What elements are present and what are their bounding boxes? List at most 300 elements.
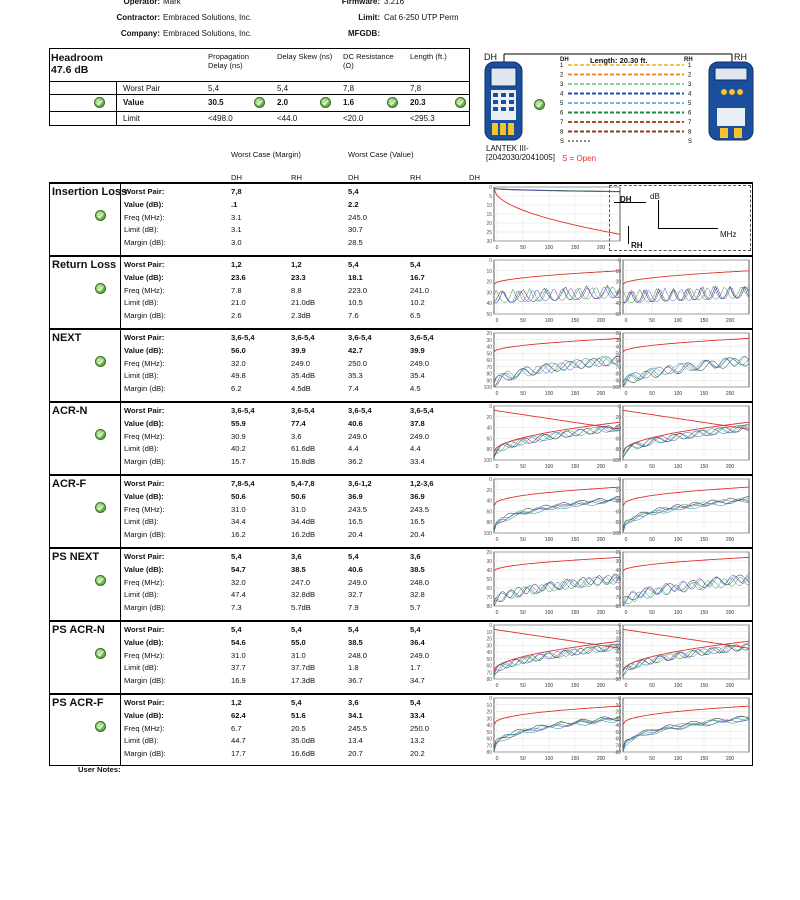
cell-vdh: 1.8 xyxy=(348,663,359,673)
y-tick-label: 20 xyxy=(615,331,621,337)
wiremap-pin-dh: 2 xyxy=(560,72,564,79)
y-tick-label: 70 xyxy=(615,595,621,601)
cell-mdh: 37.7 xyxy=(231,663,246,673)
x-tick-label: 150 xyxy=(699,391,709,397)
cell-mdh: 5,4 xyxy=(231,552,242,561)
acrf-graph-rh xyxy=(609,477,751,543)
cell-vrh: 5,4 xyxy=(410,625,421,634)
cell-mrh: 20.5 xyxy=(291,723,306,733)
y-tick-label: 20 xyxy=(615,550,621,556)
y-tick-label: 30 xyxy=(486,239,492,245)
cell-vrh: 243.5 xyxy=(410,504,430,514)
rl-graph-dh xyxy=(480,258,622,324)
cell-vdh: 248.0 xyxy=(348,650,368,660)
wiremap-pin-dh: 4 xyxy=(560,91,564,98)
y-tick-label: 20 xyxy=(486,487,492,494)
cell-vdh: 2.2 xyxy=(348,199,359,209)
cell-vrh: 20.4 xyxy=(410,530,425,540)
cell-vrh: 35.4 xyxy=(410,371,425,381)
y-tick-label: 30 xyxy=(615,290,621,297)
cell-vrh: 36.4 xyxy=(410,637,425,647)
y-tick-label: 60 xyxy=(486,586,492,592)
y-tick-label: 40 xyxy=(486,301,492,308)
x-tick-label: 150 xyxy=(699,464,709,470)
x-tick-label: 200 xyxy=(596,537,606,543)
cell-mrh: 38.5 xyxy=(291,564,306,574)
y-tick-label: 30 xyxy=(486,643,492,650)
wiremap-pin-rh: 2 xyxy=(688,72,692,79)
y-tick-label: 40 xyxy=(615,498,621,505)
y-tick-label: 10 xyxy=(486,702,492,709)
cell-vdh: 245.5 xyxy=(348,723,368,733)
row-label: Freq (MHz): xyxy=(124,358,165,368)
row-label: Worst Pair: xyxy=(124,260,165,269)
y-tick-label: 10 xyxy=(486,203,492,209)
x-tick-label: 200 xyxy=(725,318,735,324)
cell-mrh: 5,4-7,8 xyxy=(291,479,315,488)
y-tick-label: 50 xyxy=(486,312,492,318)
cell-vrh: 250.0 xyxy=(410,723,430,733)
row-label: Margin (dB): xyxy=(124,676,166,686)
x-tick-label: 50 xyxy=(520,610,526,616)
pass-check-icon xyxy=(95,648,106,659)
device-name: LANTEK III- xyxy=(486,144,529,153)
cell-vdh: 13.4 xyxy=(348,736,363,746)
y-tick-label: 30 xyxy=(486,337,492,344)
cell-vdh: 28.5 xyxy=(348,238,363,248)
cell-mrh: 23.3 xyxy=(291,272,306,282)
cell-mrh: 2.3dB xyxy=(291,311,311,321)
y-tick-label: 40 xyxy=(486,568,492,574)
cell-vdh: 20.7 xyxy=(348,749,363,759)
section-title: ACR-N xyxy=(52,405,88,417)
psnext-graph-rh xyxy=(609,550,751,616)
row-label: Limit (dB): xyxy=(124,736,159,746)
row-label: Value (dB): xyxy=(124,710,164,720)
y-tick-label: 0 xyxy=(489,696,492,702)
y-tick-label: 70 xyxy=(486,743,492,750)
wiremap-rh-small: RH xyxy=(684,57,693,63)
row-label: Value (dB): xyxy=(124,345,164,355)
cell-vdh: 245.0 xyxy=(348,212,368,222)
cell-vdh: 36.7 xyxy=(348,676,363,686)
section-divider xyxy=(120,620,121,693)
x-tick-label: 100 xyxy=(544,391,554,397)
cell-mdh: 40.2 xyxy=(231,444,246,454)
hr-cell: 7,8 xyxy=(410,84,422,93)
wiremap-pin-rh: 4 xyxy=(688,91,692,98)
row-label: Worst Pair: xyxy=(124,552,165,561)
cell-mrh: 34.4dB xyxy=(291,517,316,527)
legend-arrow xyxy=(628,226,629,244)
cell-mrh: 51.6 xyxy=(291,710,306,720)
x-tick-label: 150 xyxy=(570,756,580,762)
cell-vdh: 10.5 xyxy=(348,298,363,308)
legend-mhz: MHz xyxy=(720,230,737,239)
y-tick-label: 0 xyxy=(489,258,492,264)
y-tick-label: 80 xyxy=(486,520,492,527)
cell-mdh: 5,4 xyxy=(231,625,242,634)
cell-vrh: 1.7 xyxy=(410,663,421,673)
cell-mrh: 1,2 xyxy=(291,260,302,269)
psacrf-graph-dh xyxy=(480,696,622,762)
value-header: Worst Case (Value) xyxy=(348,150,414,159)
next-graph-dh xyxy=(480,331,622,397)
cell-vrh: 16.7 xyxy=(410,272,425,282)
y-tick-label: 80 xyxy=(486,604,492,610)
wiremap-pin-rh: 1 xyxy=(688,63,692,69)
row-label: Freq (MHz): xyxy=(124,212,165,222)
row-label: Value (dB): xyxy=(124,564,164,574)
section-divider xyxy=(120,547,121,620)
y-tick-label: 40 xyxy=(486,344,492,351)
legend-db: dB xyxy=(650,192,660,201)
x-tick-label: 100 xyxy=(544,683,554,689)
y-tick-label: 20 xyxy=(615,414,621,421)
x-tick-label: 100 xyxy=(673,756,683,762)
y-tick-label: 50 xyxy=(615,351,621,358)
section-title: PS ACR-N xyxy=(52,624,105,636)
x-tick-label: 0 xyxy=(495,537,499,543)
x-tick-label: 100 xyxy=(673,683,683,689)
cell-vdh: 5,4 xyxy=(348,260,359,269)
cell-vdh: 38.5 xyxy=(348,637,363,647)
contractor-value: Embraced Solutions, Inc. xyxy=(163,13,252,22)
y-tick-label: 70 xyxy=(615,364,621,371)
y-tick-label: 80 xyxy=(615,750,621,756)
x-tick-label: 200 xyxy=(596,756,606,762)
cell-mdh: 32.0 xyxy=(231,577,246,587)
row-label: Freq (MHz): xyxy=(124,431,165,441)
section-title: PS ACR-F xyxy=(52,697,104,709)
cell-mdh: 56.0 xyxy=(231,345,246,355)
operator-label: Operator: xyxy=(123,0,160,6)
y-tick-label: 100 xyxy=(483,531,492,537)
row-label: Worst Pair: xyxy=(124,333,165,342)
x-tick-label: 0 xyxy=(624,391,628,397)
y-tick-label: 50 xyxy=(486,656,492,663)
col-length: Length (ft.) xyxy=(410,52,447,61)
headroom-value: 47.6 dB xyxy=(51,64,89,76)
y-tick-label: 20 xyxy=(615,709,621,716)
y-tick-label: 20 xyxy=(615,636,621,643)
cell-mdh: 54.6 xyxy=(231,637,246,647)
y-tick-label: 40 xyxy=(615,723,621,729)
y-tick-label: 80 xyxy=(615,520,621,527)
legend-axis xyxy=(658,228,718,229)
y-tick-label: 70 xyxy=(486,595,492,601)
row-label: Freq (MHz): xyxy=(124,650,165,660)
y-tick-label: 50 xyxy=(615,656,621,663)
cell-vdh: 223.0 xyxy=(348,285,368,295)
x-tick-label: 200 xyxy=(596,318,606,324)
wiremap-pin-rh: 7 xyxy=(688,120,692,126)
x-tick-label: 200 xyxy=(596,683,606,689)
y-tick-label: 0 xyxy=(618,258,621,264)
cell-mdh: 3,6-5,4 xyxy=(231,406,255,415)
x-tick-label: 100 xyxy=(544,464,554,470)
wiremap-length: Length: 20.30 ft. xyxy=(590,56,648,65)
hr-cell: <20.0 xyxy=(343,114,364,123)
section-title: PS NEXT xyxy=(52,551,100,563)
cell-mdh: 44.7 xyxy=(231,736,246,746)
y-tick-label: 60 xyxy=(615,586,621,592)
y-tick-label: 40 xyxy=(615,301,621,308)
graph-dh-header: DH xyxy=(469,173,480,182)
y-tick-label: 30 xyxy=(615,643,621,650)
x-tick-label: 150 xyxy=(570,683,580,689)
row-label: Value (dB): xyxy=(124,199,164,209)
cell-mrh: 37.7dB xyxy=(291,663,316,673)
cell-vdh: 3,6 xyxy=(348,698,359,707)
x-tick-label: 200 xyxy=(596,245,606,251)
cell-mdh: 21.0 xyxy=(231,298,246,308)
section-divider xyxy=(120,255,121,328)
psacrn-graph-dh xyxy=(480,623,622,689)
margin-header: Worst Case (Margin) xyxy=(231,150,301,159)
row-label: Margin (dB): xyxy=(124,530,166,540)
hr-row-value-label: Value xyxy=(123,98,144,107)
cell-mdh: 32.0 xyxy=(231,358,246,368)
y-tick-label: 10 xyxy=(486,629,492,636)
cell-mdh: 31.0 xyxy=(231,504,246,514)
cell-vdh: 20.4 xyxy=(348,530,363,540)
cell-mrh: 31.0 xyxy=(291,650,306,660)
wiremap-pass-check-icon xyxy=(534,99,545,110)
psnext-graph-dh xyxy=(480,550,622,616)
cell-vrh: 5.7 xyxy=(410,603,421,613)
section-divider xyxy=(120,474,121,547)
y-tick-label: 30 xyxy=(615,716,621,723)
x-tick-label: 50 xyxy=(520,464,526,470)
acrn-graph-dh xyxy=(480,404,622,470)
device-serial: [2042030/2041005] xyxy=(486,153,555,162)
cell-vrh: 32.8 xyxy=(410,590,425,600)
cell-vdh: 5,4 xyxy=(348,552,359,561)
margin-rh-header: RH xyxy=(291,173,302,182)
x-tick-label: 100 xyxy=(673,318,683,324)
legend-arrow xyxy=(614,202,646,203)
row-label: Margin (dB): xyxy=(124,749,166,759)
y-tick-label: 60 xyxy=(615,736,621,743)
cell-vdh: 36.9 xyxy=(348,491,363,501)
cell-vrh: 39.9 xyxy=(410,345,425,355)
cell-vdh: 18.1 xyxy=(348,272,363,282)
pass-check-icon xyxy=(95,356,106,367)
hr-row-worst-pair-label: Worst Pair xyxy=(123,84,161,93)
cell-mrh: 21.0dB xyxy=(291,298,316,308)
y-tick-label: 0 xyxy=(489,185,492,191)
y-tick-label: 50 xyxy=(615,729,621,736)
cell-mdh: 7.8 xyxy=(231,285,242,295)
pass-check-icon xyxy=(455,97,466,108)
company-label: Company: xyxy=(120,29,160,38)
wiremap-pin-rh: S xyxy=(688,139,693,145)
cell-mrh: 16.6dB xyxy=(291,749,316,759)
y-tick-label: 5 xyxy=(489,194,492,200)
y-tick-label: 20 xyxy=(486,709,492,716)
cell-vdh: 249.0 xyxy=(348,577,368,587)
wiremap-pin-dh: 7 xyxy=(560,120,564,126)
x-tick-label: 150 xyxy=(699,318,709,324)
cell-mdh: 6.7 xyxy=(231,723,242,733)
y-tick-label: 40 xyxy=(615,344,621,351)
section-divider xyxy=(120,401,121,474)
cell-vrh: 34.7 xyxy=(410,676,425,686)
x-tick-label: 0 xyxy=(495,464,499,470)
cell-mrh: 8.8 xyxy=(291,285,302,295)
y-tick-label: 10 xyxy=(615,702,621,709)
cell-mrh: 3,6-5,4 xyxy=(291,333,315,342)
hr-cell: <44.0 xyxy=(277,114,298,123)
value-rh-header: RH xyxy=(410,173,421,182)
cell-vdh: 40.6 xyxy=(348,564,363,574)
cell-vrh: 10.2 xyxy=(410,298,425,308)
x-tick-label: 0 xyxy=(495,245,499,251)
y-tick-label: 0 xyxy=(618,623,621,629)
x-tick-label: 50 xyxy=(520,756,526,762)
dh-tester-icon xyxy=(485,62,522,140)
x-tick-label: 200 xyxy=(725,610,735,616)
y-tick-label: 20 xyxy=(486,414,492,421)
cell-mrh: 5,4 xyxy=(291,625,302,634)
cell-vrh: 3,6 xyxy=(410,552,421,561)
y-tick-label: 100 xyxy=(483,385,492,391)
value-dh-header: DH xyxy=(348,173,359,182)
x-tick-label: 0 xyxy=(624,537,628,543)
y-tick-label: 60 xyxy=(615,358,621,364)
y-tick-label: 60 xyxy=(615,509,621,516)
y-tick-label: 30 xyxy=(486,559,492,565)
row-label: Limit (dB): xyxy=(124,371,159,381)
legend-dh: DH xyxy=(620,195,632,204)
y-tick-label: 40 xyxy=(486,425,492,432)
section-divider xyxy=(120,693,121,766)
x-tick-label: 50 xyxy=(649,683,655,689)
y-tick-label: 0 xyxy=(489,623,492,629)
col-propagation-delay: Propagation Delay (ns) xyxy=(208,52,249,70)
y-tick-label: 70 xyxy=(615,743,621,750)
hr-cell: 1.6 xyxy=(343,98,355,107)
y-tick-label: 60 xyxy=(486,436,492,443)
pass-check-icon xyxy=(387,97,398,108)
y-tick-label: 70 xyxy=(486,364,492,371)
y-tick-label: 30 xyxy=(486,290,492,297)
x-tick-label: 150 xyxy=(570,245,580,251)
section-title: NEXT xyxy=(52,332,82,344)
wiremap-pin-dh: 3 xyxy=(560,82,564,88)
rh-tester-icon xyxy=(709,62,753,140)
cell-mdh: 17.7 xyxy=(231,749,246,759)
cell-mrh: 32.8dB xyxy=(291,590,316,600)
wiremap-pin-dh: 1 xyxy=(560,63,564,69)
cell-mrh: 5,4 xyxy=(291,698,302,707)
cell-mdh: 50.6 xyxy=(231,491,246,501)
y-tick-label: 20 xyxy=(615,279,621,286)
y-tick-label: 100 xyxy=(483,458,492,464)
row-label: Margin (dB): xyxy=(124,238,166,248)
y-tick-label: 50 xyxy=(486,351,492,358)
y-tick-label: 100 xyxy=(612,458,621,464)
y-tick-label: 10 xyxy=(486,268,492,275)
cell-mrh: 249.0 xyxy=(291,358,311,368)
cell-vrh: 249.0 xyxy=(410,358,430,368)
x-tick-label: 0 xyxy=(624,756,628,762)
y-tick-label: 90 xyxy=(486,378,492,385)
pass-check-icon xyxy=(95,721,106,732)
col-delay-skew: Delay Skew (ns) xyxy=(277,52,333,61)
cell-vrh: 249.0 xyxy=(410,431,430,441)
cell-mdh: 30.9 xyxy=(231,431,246,441)
row-label: Freq (MHz): xyxy=(124,285,165,295)
wiremap-pin-rh: 8 xyxy=(688,129,692,136)
y-tick-label: 30 xyxy=(615,337,621,344)
cell-vrh: 36.9 xyxy=(410,491,425,501)
y-tick-label: 60 xyxy=(486,358,492,364)
pass-check-icon xyxy=(95,502,106,513)
y-tick-label: 20 xyxy=(486,636,492,643)
limit-value: Cat 6-250 UTP Perm xyxy=(384,13,459,22)
row-label: Value (dB): xyxy=(124,491,164,501)
x-tick-label: 50 xyxy=(649,391,655,397)
wiremap-pin-rh: 5 xyxy=(688,101,692,107)
x-tick-label: 50 xyxy=(520,391,526,397)
cell-vdh: 32.7 xyxy=(348,590,363,600)
mfgdb-label: MFGDB: xyxy=(348,29,380,38)
y-tick-label: 10 xyxy=(615,268,621,275)
row-label: Freq (MHz): xyxy=(124,577,165,587)
rl-graph-rh xyxy=(609,258,751,324)
x-tick-label: 50 xyxy=(520,245,526,251)
x-tick-label: 100 xyxy=(673,391,683,397)
margin-dh-header: DH xyxy=(231,173,242,182)
y-tick-label: 60 xyxy=(486,736,492,743)
cell-vdh: 5,4 xyxy=(348,187,359,196)
row-label: Value (dB): xyxy=(124,272,164,282)
cell-vrh: 4.4 xyxy=(410,444,421,454)
col-dc-resistance: DC Resistance (Ω) xyxy=(343,52,394,70)
y-tick-label: 60 xyxy=(486,663,492,670)
cell-mdh: 7.3 xyxy=(231,603,242,613)
hr-cell: 20.3 xyxy=(410,98,426,107)
il-legend-box xyxy=(609,185,751,251)
y-tick-label: 80 xyxy=(486,677,492,683)
firmware-label: Firmware: xyxy=(341,0,380,6)
cell-vdh: 7.6 xyxy=(348,311,359,321)
x-tick-label: 200 xyxy=(725,391,735,397)
company-value: Embraced Solutions, Inc. xyxy=(163,29,252,38)
y-tick-label: 40 xyxy=(486,498,492,505)
y-tick-label: 40 xyxy=(615,425,621,432)
x-tick-label: 150 xyxy=(699,537,709,543)
y-tick-label: 60 xyxy=(486,509,492,516)
cell-vdh: 42.7 xyxy=(348,345,363,355)
y-tick-label: 80 xyxy=(615,447,621,454)
section-title: Insertion Loss xyxy=(52,186,128,198)
psacrn-graph-rh xyxy=(609,623,751,689)
cell-vrh: 5,4 xyxy=(410,260,421,269)
row-label: Limit (dB): xyxy=(124,444,159,454)
cell-mdh: 2.6 xyxy=(231,311,242,321)
il-graph-dh xyxy=(480,185,622,251)
acrf-graph-dh xyxy=(480,477,622,543)
x-tick-label: 0 xyxy=(495,391,499,397)
x-tick-label: 200 xyxy=(596,610,606,616)
cell-vrh: 33.4 xyxy=(410,457,425,467)
y-tick-label: 50 xyxy=(486,729,492,736)
y-tick-label: 40 xyxy=(615,650,621,656)
y-tick-label: 70 xyxy=(615,670,621,677)
